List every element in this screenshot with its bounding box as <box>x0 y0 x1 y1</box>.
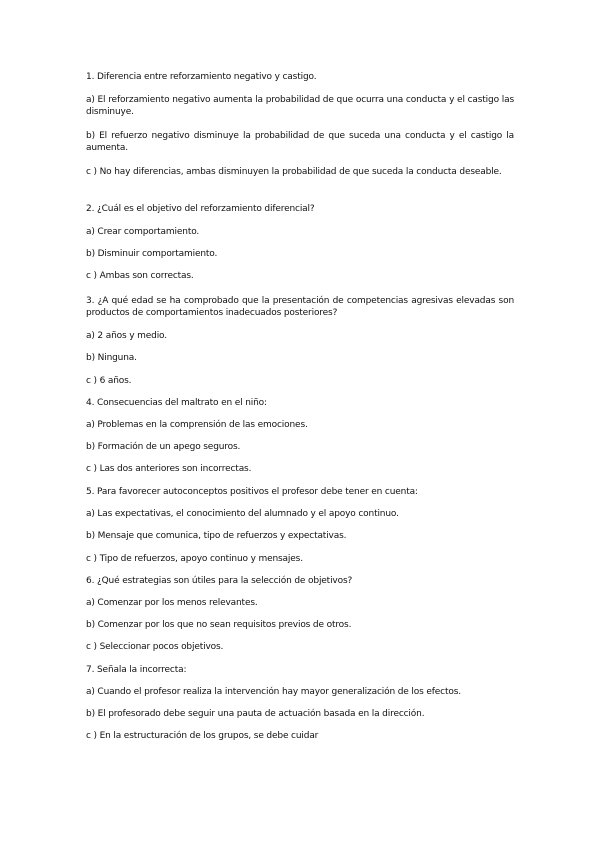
question-6-option-b: b) Comenzar por los que no sean requisitos previos de otros. <box>86 620 352 630</box>
question-5-option-b: b) Mensaje que comunica, tipo de refuerzos y expectativas. <box>86 531 347 541</box>
question-2-option-b: b) Disminuir comportamiento. <box>86 249 218 259</box>
question-5-option-a: a) Las expectativas, el conocimiento del alumnado y el apoyo continuo. <box>86 509 399 519</box>
question-1-prompt: 1. Diferencia entre reforzamiento negativo y castigo. <box>86 72 317 82</box>
question-5-prompt: 5. Para favorecer autoconceptos positivos el profesor debe tener en cuenta: <box>86 487 418 497</box>
question-3-option-a: a) 2 años y medio. <box>86 331 167 341</box>
question-6-prompt: 6. ¿Qué estrategias son útiles para la selección de objetivos? <box>86 576 353 586</box>
question-6-option-a: a) Comenzar por los menos relevantes. <box>86 598 258 608</box>
question-2-prompt: 2. ¿Cuál es el objetivo del reforzamiento diferencial? <box>86 204 315 214</box>
question-4-option-a: a) Problemas en la comprensión de las emociones. <box>86 420 308 430</box>
question-7-option-b: b) El profesorado debe seguir una pauta de actuación basada en la dirección. <box>86 709 425 719</box>
question-7-option-c: c ) En la estructuración de los grupos, se debe cuidar <box>86 731 319 741</box>
question-7-prompt: 7. Señala la incorrecta: <box>86 665 187 675</box>
question-7-option-a: a) Cuando el profesor realiza la intervención hay mayor generalización de los efectos. <box>86 687 461 697</box>
question-2-option-a: a) Crear comportamiento. <box>86 227 200 237</box>
question-4-prompt: 4. Consecuencias del maltrato en el niño: <box>86 398 267 408</box>
question-3-prompt: 3. ¿A qué edad se ha comprobado que la presentación de competencias agresivas elevadas son productos de comportamientos inadecuados posteriores? <box>86 296 514 318</box>
question-1-option-c: c ) No hay diferencias, ambas disminuyen la probabilidad de que suceda la conducta deseable. <box>86 167 502 177</box>
question-3-option-c: c ) 6 años. <box>86 376 132 386</box>
question-1-option-a: a) El reforzamiento negativo aumenta la probabilidad de que ocurra una conducta y el castigo las disminuye. <box>86 95 514 117</box>
question-1-option-b: b) El refuerzo negativo disminuye la probabilidad de que suceda una conducta y el castigo la aumenta. <box>86 131 514 153</box>
question-3-option-b: b) Ninguna. <box>86 353 137 363</box>
question-5-option-c: c ) Tipo de refuerzos, apoyo continuo y mensajes. <box>86 554 303 564</box>
question-2-option-c: c ) Ambas son correctas. <box>86 271 194 281</box>
question-4-option-c: c ) Las dos anteriores son incorrectas. <box>86 464 252 474</box>
question-4-option-b: b) Formación de un apego seguros. <box>86 442 241 452</box>
question-6-option-c: c ) Seleccionar pocos objetivos. <box>86 642 224 652</box>
